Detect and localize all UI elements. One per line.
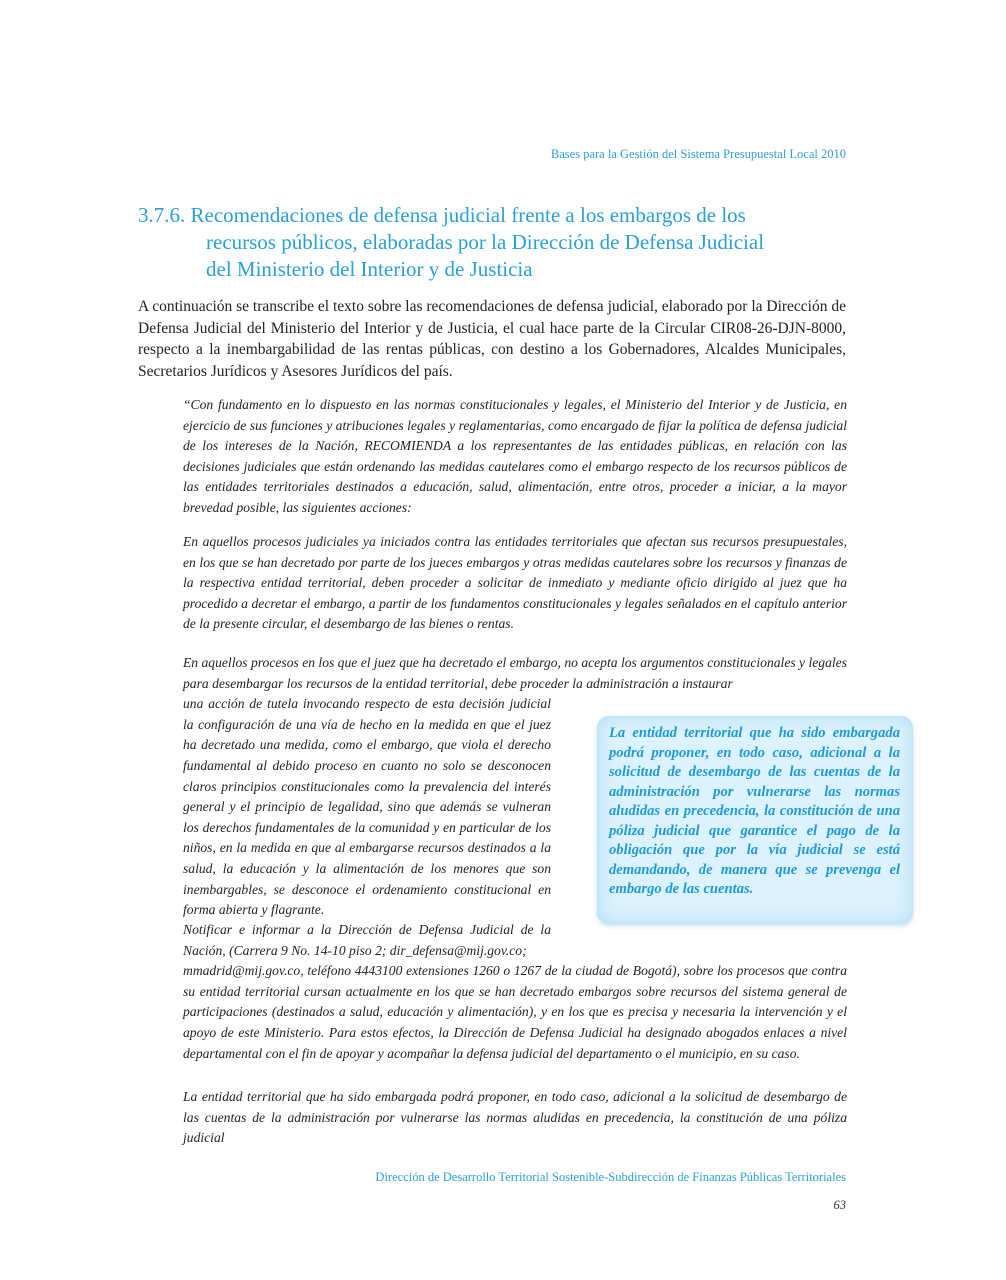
quote-paragraph-4-wrapped: Notificar e informar a la Dirección de Defensa Judicial de la Nación, (Carrera 9 No. 14-10 piso 2; dir_defensa@mij.gov.co; (183, 922, 551, 958)
quote-paragraph-5: La entidad territorial que ha sido embargada podrá proponer, en todo caso, adicional a la solicitud de desembargo de las cuentas de la administración por vulnerarse las normas aludidas en precedencia, la constitución de una póliza judicial (183, 1089, 847, 1146)
section-title-line-1: 3.7.6. Recomendaciones de defensa judicial frente a los embargos de los (138, 203, 746, 227)
running-header: Bases para la Gestión del Sistema Presupuestal Local 2010 (550, 147, 846, 161)
quote-paragraph-4-full-width: mmadrid@mij.gov.co, teléfono 4443100 extensiones 1260 o 1267 de la ciudad de Bogotá), sobre los procesos que contra su entidad territorial cursan actualmente en los que se han decretado embargos sobre recursos del sistema general de participaciones (destinados a salud, educación y alimentación), y en los que es precisa y necesaria la intervención y el apoyo de este Ministerio. Para estos efectos, la Dirección de Defensa Judicial ha designado abogados enlaces a nivel departamental con el fin de apoyar y acompañar la defensa judicial del departamento o el municipio, en su caso. (183, 963, 847, 1061)
quote-paragraph-2: En aquellos procesos judiciales ya iniciados contra las entidades territoriales que afectan sus recursos presupuestales, en los que se han decretado por parte de los jueces embargos y otras medidas cautelares sobre los recursos y finanzas de la respectiva entidad territorial, deben proceder a solicitar de inmediato y mediante oficio dirigido al juez que ha procedido a decretar el embargo, a partir de los fundamentos constitucionales y legales señalados en el capítulo anterior de la presente circular, el desembargo de las bienes o rentas. (183, 534, 847, 632)
section-title-line-3: del Ministerio del Interior y de Justicia (206, 257, 533, 281)
quote-paragraph-3-full-width: En aquellos procesos en los que el juez que ha decretado el embargo, no acepta los argumentos constitucionales y legales para desembargar los recursos de la entidad territorial, debe proceder la administración a instaurar (183, 655, 847, 691)
section-title (138, 202, 858, 283)
page-number: 63 (833, 1198, 846, 1212)
quote-paragraph-1: “Con fundamento en lo dispuesto en las normas constitucionales y legales, el Ministerio del Interior y de Justicia, en ejercicio de sus funciones y atribuciones legales y reglamentarias, como encargado de fijar la política de defensa judicial de los intereses de la Nación, RECOMIENDA a los representantes de las entidades públicas, en relación con las decisiones judiciales que están ordenando las medidas cautelares como el embargo respecto de los recursos públicos de las entidades territoriales destinados a educación, salud, alimentación, entre otros, proceder a iniciar, a la mayor brevedad posible, las siguientes acciones: (183, 397, 847, 515)
section-title-line-2: recursos públicos, elaboradas por la Dirección de Defensa Judicial (206, 230, 765, 254)
intro-paragraph: A continuación se transcribe el texto sobre las recomendaciones de defensa judicial, elaborado por la Dirección de Defensa Judicial del Ministerio del Interior y de Justicia, el cual hace parte de la Circular CIR08-26-DJN-8000, respecto a la inembargabilidad de las rentas públicas, con destino a los Gobernadores, Alcaldes Municipales, Secretarios Jurídicos y Asesores Jurídicos del país. (138, 298, 846, 380)
footer-text: Dirección de Desarrollo Territorial Sostenible-Subdirección de Finanzas Públicas Territoriales (375, 1170, 846, 1184)
callout-box (597, 716, 913, 924)
quote-paragraph-3-wrapped: una acción de tutela invocando respecto de esta decisión judicial la configuración de una vía de hecho en la medida en que el juez ha decretado una medida, como el embargo, que viola el derecho fundamental al debido proceso en cuanto no solo se desconocen claros principios constitucionales como la prevalencia del interés general y el principio de legalidad, sino que además se vulneran los derechos fundamentales de la comunidad y en particular de los niños, en la medida en que al embargarse recursos destinados a la salud, la educación y la alimentación de los menores que son inembargables, se desconoce el ordenamiento constitucional en forma abierta y flagrante. (183, 696, 551, 918)
quote-paragraph-4 (183, 920, 847, 1064)
callout-text: La entidad territorial que ha sido embargada podrá proponer, en todo caso, adicional a la solicitud de desembargo de las cuentas de la administración por vulnerarse las normas aludidas en precedencia, la constitución de una póliza judicial que garantice el pago de la obligación que por la vía judicial se está demandando, de manera que se prevenga el embargo de las cuentas. (609, 725, 900, 897)
